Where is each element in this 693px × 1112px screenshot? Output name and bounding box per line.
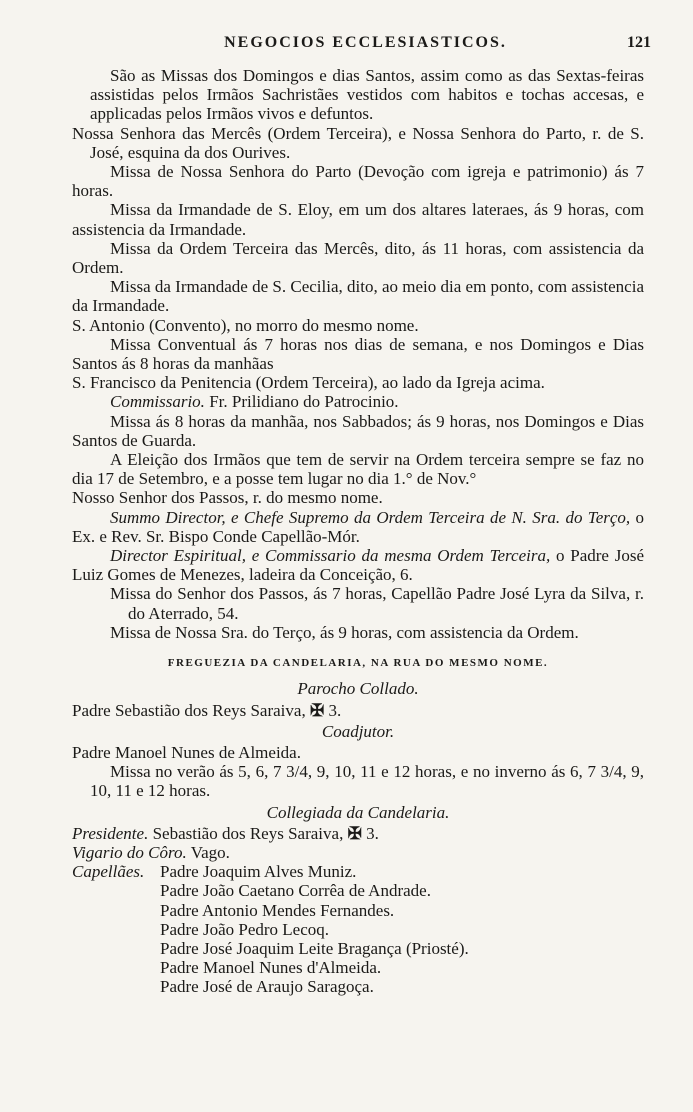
list-item: Padre Manoel Nunes d'Almeida.	[160, 958, 382, 978]
presidente-label: Presidente.	[72, 823, 149, 843]
cross-icon: ✠	[309, 700, 325, 720]
entry-senhor-dos-passos: Nosso Senhor dos Passos, r. do mesmo nome.	[72, 488, 383, 508]
summo-director-name: o Ex. e Rev. Sr. Bispo Conde Capellão-Mór.	[72, 507, 644, 546]
paragraph-missa-ordem-merces: Missa da Ordem Terceira das Mercês, dito, ás 11 horas, com assistencia da Ordem.	[72, 238, 644, 278]
paragraph-missa-parto: Missa de Nossa Senhora do Parto (Devoção com igreja e patrimonio) ás 7 horas.	[72, 162, 644, 201]
list-item: Padre José Joaquim Leite Bragança (Priosté).	[160, 938, 469, 958]
vigario-value: Vago.	[190, 842, 230, 862]
collegiada-heading: Collegiada da Candelaria.	[266, 802, 450, 822]
section-title-candelaria: FREGUEZIA DA CANDELARIA, NA RUA DO MESMO NOME.	[167, 657, 549, 670]
presidente-number: 3.	[366, 823, 379, 843]
entry-s-antonio: S. Antonio (Convento), no morro do mesmo nome.	[72, 315, 419, 335]
parocho-heading: Parocho Collado.	[297, 679, 419, 699]
list-item: Padre João Caetano Corrêa de Andrade.	[160, 881, 431, 901]
entry-s-francisco-penitencia: S. Francisco da Penitencia (Ordem Terceira), ao lado da Igreja acima.	[72, 373, 545, 393]
parocho-number: 3.	[328, 700, 342, 720]
paragraph-director-espiritual	[72, 546, 644, 584]
parocho-name: Padre Sebastião dos Reys Saraiva,	[72, 700, 306, 720]
director-espiritual-label: Director Espiritual, e Commissario da mesma Ordem Terceira,	[110, 546, 551, 566]
paragraph-eleicao: A Eleição dos Irmãos que tem de servir na Ordem terceira sempre se faz no dia 17 de Setembro, e a posse tem lugar no dia 1.° de Nov.°	[72, 450, 644, 489]
coadjutor-name: Padre Manoel Nunes de Almeida.	[72, 742, 301, 762]
commissario-name: Fr. Prilidiano do Patrocinio.	[209, 392, 399, 412]
paragraph-missas-domingos: São as Missas dos Domingos e dias Santos, assim como as das Sextas-feiras assistidas pelos Irmãos Sachristães vestidos com habitos e tochas accesas, e applicadas pelos Irmãos vivos e defuntos.	[90, 66, 644, 124]
vigario-label: Vigario do Côro.	[72, 842, 187, 862]
capellaes-entry	[72, 862, 644, 996]
entry-nossa-senhora-merces: Nossa Senhora das Mercês (Ordem Terceira), e Nossa Senhora do Parto, r. de S. José, esquina da dos Ourives.	[72, 123, 644, 162]
capellaes-list	[160, 862, 644, 996]
commissario-label: Commissario.	[110, 392, 205, 412]
paragraph-missa-verao-inverno: Missa no verão ás 5, 6, 7 3/4, 9, 10, 11 e 12 horas, e no inverno ás 6, 7 3/4, 9, 10, 11 e 12 horas.	[90, 762, 644, 801]
summo-director-label: Summo Director, e Chefe Supremo da Ordem Terceira de N. Sra. do Terço,	[110, 507, 631, 527]
list-item: Padre João Pedro Lecoq.	[160, 919, 330, 939]
vigario-entry	[72, 843, 644, 862]
page-number: 121	[627, 34, 651, 51]
list-item: Padre Antonio Mendes Fernandes.	[160, 900, 395, 920]
cross-icon: ✠	[347, 823, 362, 843]
paragraph-missa-passos: Missa do Senhor dos Passos, ás 7 horas, Capellão Padre José Lyra da Silva, r. do Aterrado, 54.	[110, 584, 644, 623]
director-espiritual-name: o Padre José Luiz Gomes de Menezes, ladeira da Conceição, 6.	[72, 546, 645, 585]
paragraph-missa-s-eloy: Missa da Irmandade de S. Eloy, em um dos altares lateraes, ás 9 horas, com assistencia da Irmandade.	[72, 200, 644, 239]
paragraph-missa-s-cecilia: Missa da Irmandade de S. Cecilia, dito, ao meio dia em ponto, com assistencia da Irmandade.	[72, 277, 644, 316]
running-title: NEGOCIOS ECCLESIASTICOS.	[224, 34, 507, 51]
paragraph-missa-terco: Missa de Nossa Sra. do Terço, ás 9 horas, com assistencia da Ordem.	[110, 622, 579, 642]
parocho-entry	[72, 701, 644, 720]
presidente-name: Sebastião dos Reys Saraiva,	[152, 823, 344, 843]
page-body	[72, 66, 644, 997]
list-item: Padre Joaquim Alves Muniz.	[160, 862, 357, 882]
capellaes-label: Capellães.	[72, 862, 145, 882]
coadjutor-heading: Coadjutor.	[321, 721, 395, 741]
presidente-entry	[72, 824, 644, 843]
paragraph-commissario	[72, 392, 644, 411]
paragraph-summo-director	[72, 508, 644, 546]
paragraph-missa-sabbados: Missa ás 8 horas da manhãa, nos Sabbados; ás 9 horas, nos Domingos e Dias Santos de Guarda.	[72, 411, 644, 450]
page-header	[80, 34, 651, 60]
paragraph-missa-conventual: Missa Conventual ás 7 horas nos dias de semana, e nos Domingos e Dias Santos ás 8 horas da manhãas	[72, 334, 644, 374]
list-item: Padre José de Araujo Saragoça.	[160, 977, 374, 997]
